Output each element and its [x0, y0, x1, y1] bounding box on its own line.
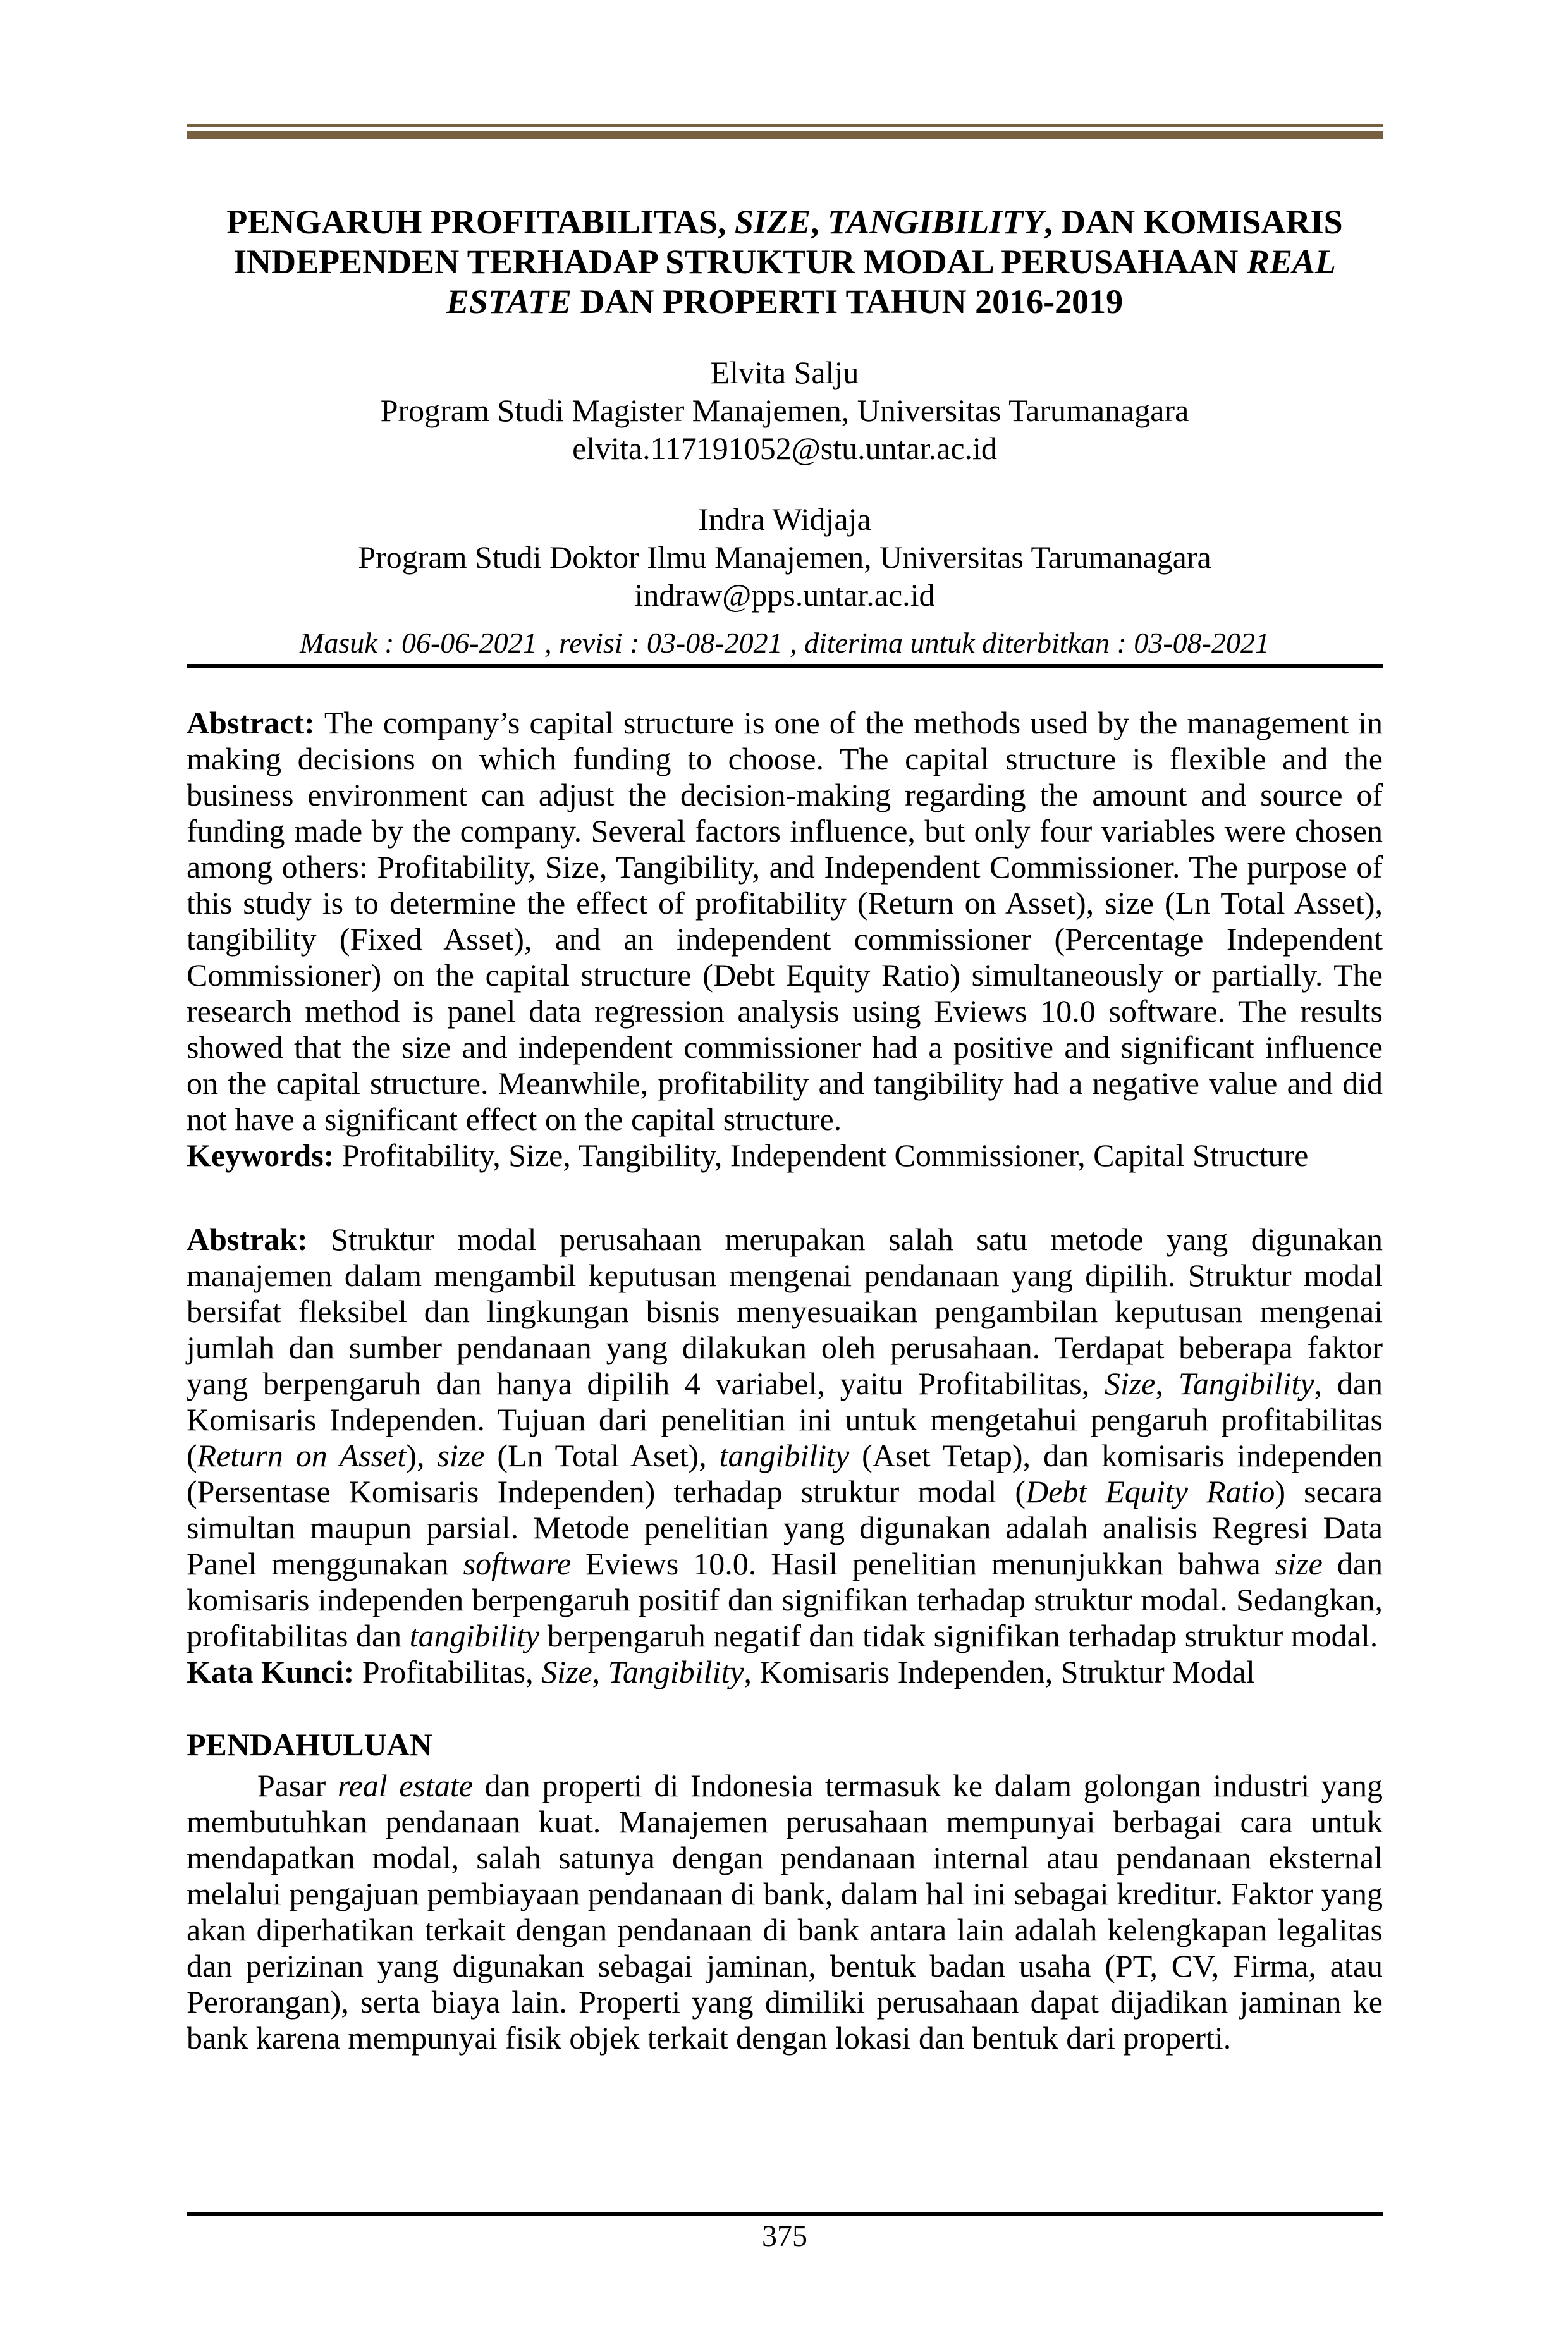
page-number: 375: [762, 2219, 807, 2253]
article-history-line: Masuk : 06-06-2021 , revisi : 03-08-2021 , diterima untuk diterbitkan : 03-08-2021: [300, 627, 1270, 659]
abstract-english: Abstract: The company’s capital structure is one of the methods used by the management in making decisions on which funding to choose. The capital structure is flexible and the business environment can adjust the decision-making regarding the amount and source of funding made by the company. Several factors influence, but only four variables were chosen among others: Profitability, Size, Tangibility, and Independent Commissioner. The purpose of this study is to determine the effect of profitability (Return on Asset), size (Ln Total Asset), tangibility (Fixed Asset), and an independent commissioner (Percentage Independent Commissioner) on the capital structure (Debt Equity Ratio) simultaneously or partially. The research method is panel data regression analysis using Eviews 10.0 software. The results showed that the size and independent commissioner had a positive and significant influence on the capital structure. Meanwhile, profitability and tangibility had a negative value and did not have a significant effect on the capital structure.: [187, 705, 1383, 1137]
author-block-2: [187, 500, 1383, 614]
pendahuluan-paragraph: Pasar real estate dan properti di Indonesia termasuk ke dalam golongan industri yang membutuhkan pendanaan kuat. Manajemen perusahaan mempunyai berbagai cara untuk mendapatkan modal, salah satunya dengan pendanaan internal atau pendanaan eksternal melalui pengajuan pembiayaan pendanaan di bank, dalam hal ini sebagai kreditur. Faktor yang akan diperhatikan terkait dengan pendanaan di bank antara lain adalah kelengkapan legalitas dan perizinan yang digunakan sebagai jaminan, bentuk badan usaha (PT, CV, Firma, atau Perorangan), serta biaya lain. Properti yang dimiliki perusahaan dapat dijadikan jaminan ke bank karena mempunyai fisik objek terkait dengan lokasi dan bentuk dari properti.: [187, 1768, 1383, 2056]
kata-kunci-line: Kata Kunci: Profitabilitas, Size, Tangibility, Komisaris Independen, Struktur Modal: [187, 1654, 1255, 1689]
document-page: [0, 124, 1568, 2342]
author-2-name: Indra Widjaja: [698, 501, 871, 537]
section-heading-pendahuluan: PENDAHULUAN: [187, 1727, 432, 1762]
author-1-email: elvita.117191052@stu.untar.ac.id: [572, 431, 997, 466]
header-rule-thick: [187, 131, 1383, 139]
author-1-name: Elvita Salju: [710, 355, 859, 390]
author-block-1: [187, 353, 1383, 467]
keywords-line: Keywords: Profitability, Size, Tangibility, Independent Commissioner, Capital Structure: [187, 1137, 1309, 1173]
paper-title: PENGARUH PROFITABILITAS, SIZE, TANGIBILITY, DAN KOMISARIS INDEPENDEN TERHADAP STRUKTUR MODAL PERUSAHAAN REAL ESTATE DAN PROPERTI TAHUN 2016-2019: [226, 203, 1343, 321]
footer-rule: [187, 2212, 1383, 2216]
page-header: [187, 124, 1383, 139]
author-2-email: indraw@pps.untar.ac.id: [634, 577, 935, 613]
header-rule-thin: [187, 124, 1383, 127]
author-1-affiliation: Program Studi Magister Manajemen, Universitas Tarumanagara: [380, 393, 1189, 428]
author-2-affiliation: Program Studi Doktor Ilmu Manajemen, Universitas Tarumanagara: [358, 539, 1211, 575]
abstract-indonesian: Abstrak: Struktur modal perusahaan merupakan salah satu metode yang digunakan manajemen dalam mengambil keputusan mengenai pendanaan yang dipilih. Struktur modal bersifat fleksibel dan lingkungan bisnis menyesuaikan pengambilan keputusan mengenai jumlah dan sumber pendanaan yang dilakukan oleh perusahaan. Terdapat beberapa faktor yang berpengaruh dan hanya dipilih 4 variabel, yaitu Profitabilitas, Size, Tangibility, dan Komisaris Independen. Tujuan dari penelitian ini untuk mengetahui pengaruh profitabilitas (Return on Asset), size (Ln Total Aset), tangibility (Aset Tetap), dan komisaris independen (Persentase Komisaris Independen) terhadap struktur modal (Debt Equity Ratio) secara simultan maupun parsial. Metode penelitian yang digunakan adalah analisis Regresi Data Panel menggunakan software Eviews 10.0. Hasil penelitian menunjukkan bahwa size dan komisaris independen berpengaruh positif dan signifikan terhadap struktur modal. Sedangkan, profitabilitas dan tangibility berpengaruh negatif dan tidak signifikan terhadap struktur modal.: [187, 1222, 1383, 1653]
separator-rule: [187, 664, 1383, 668]
